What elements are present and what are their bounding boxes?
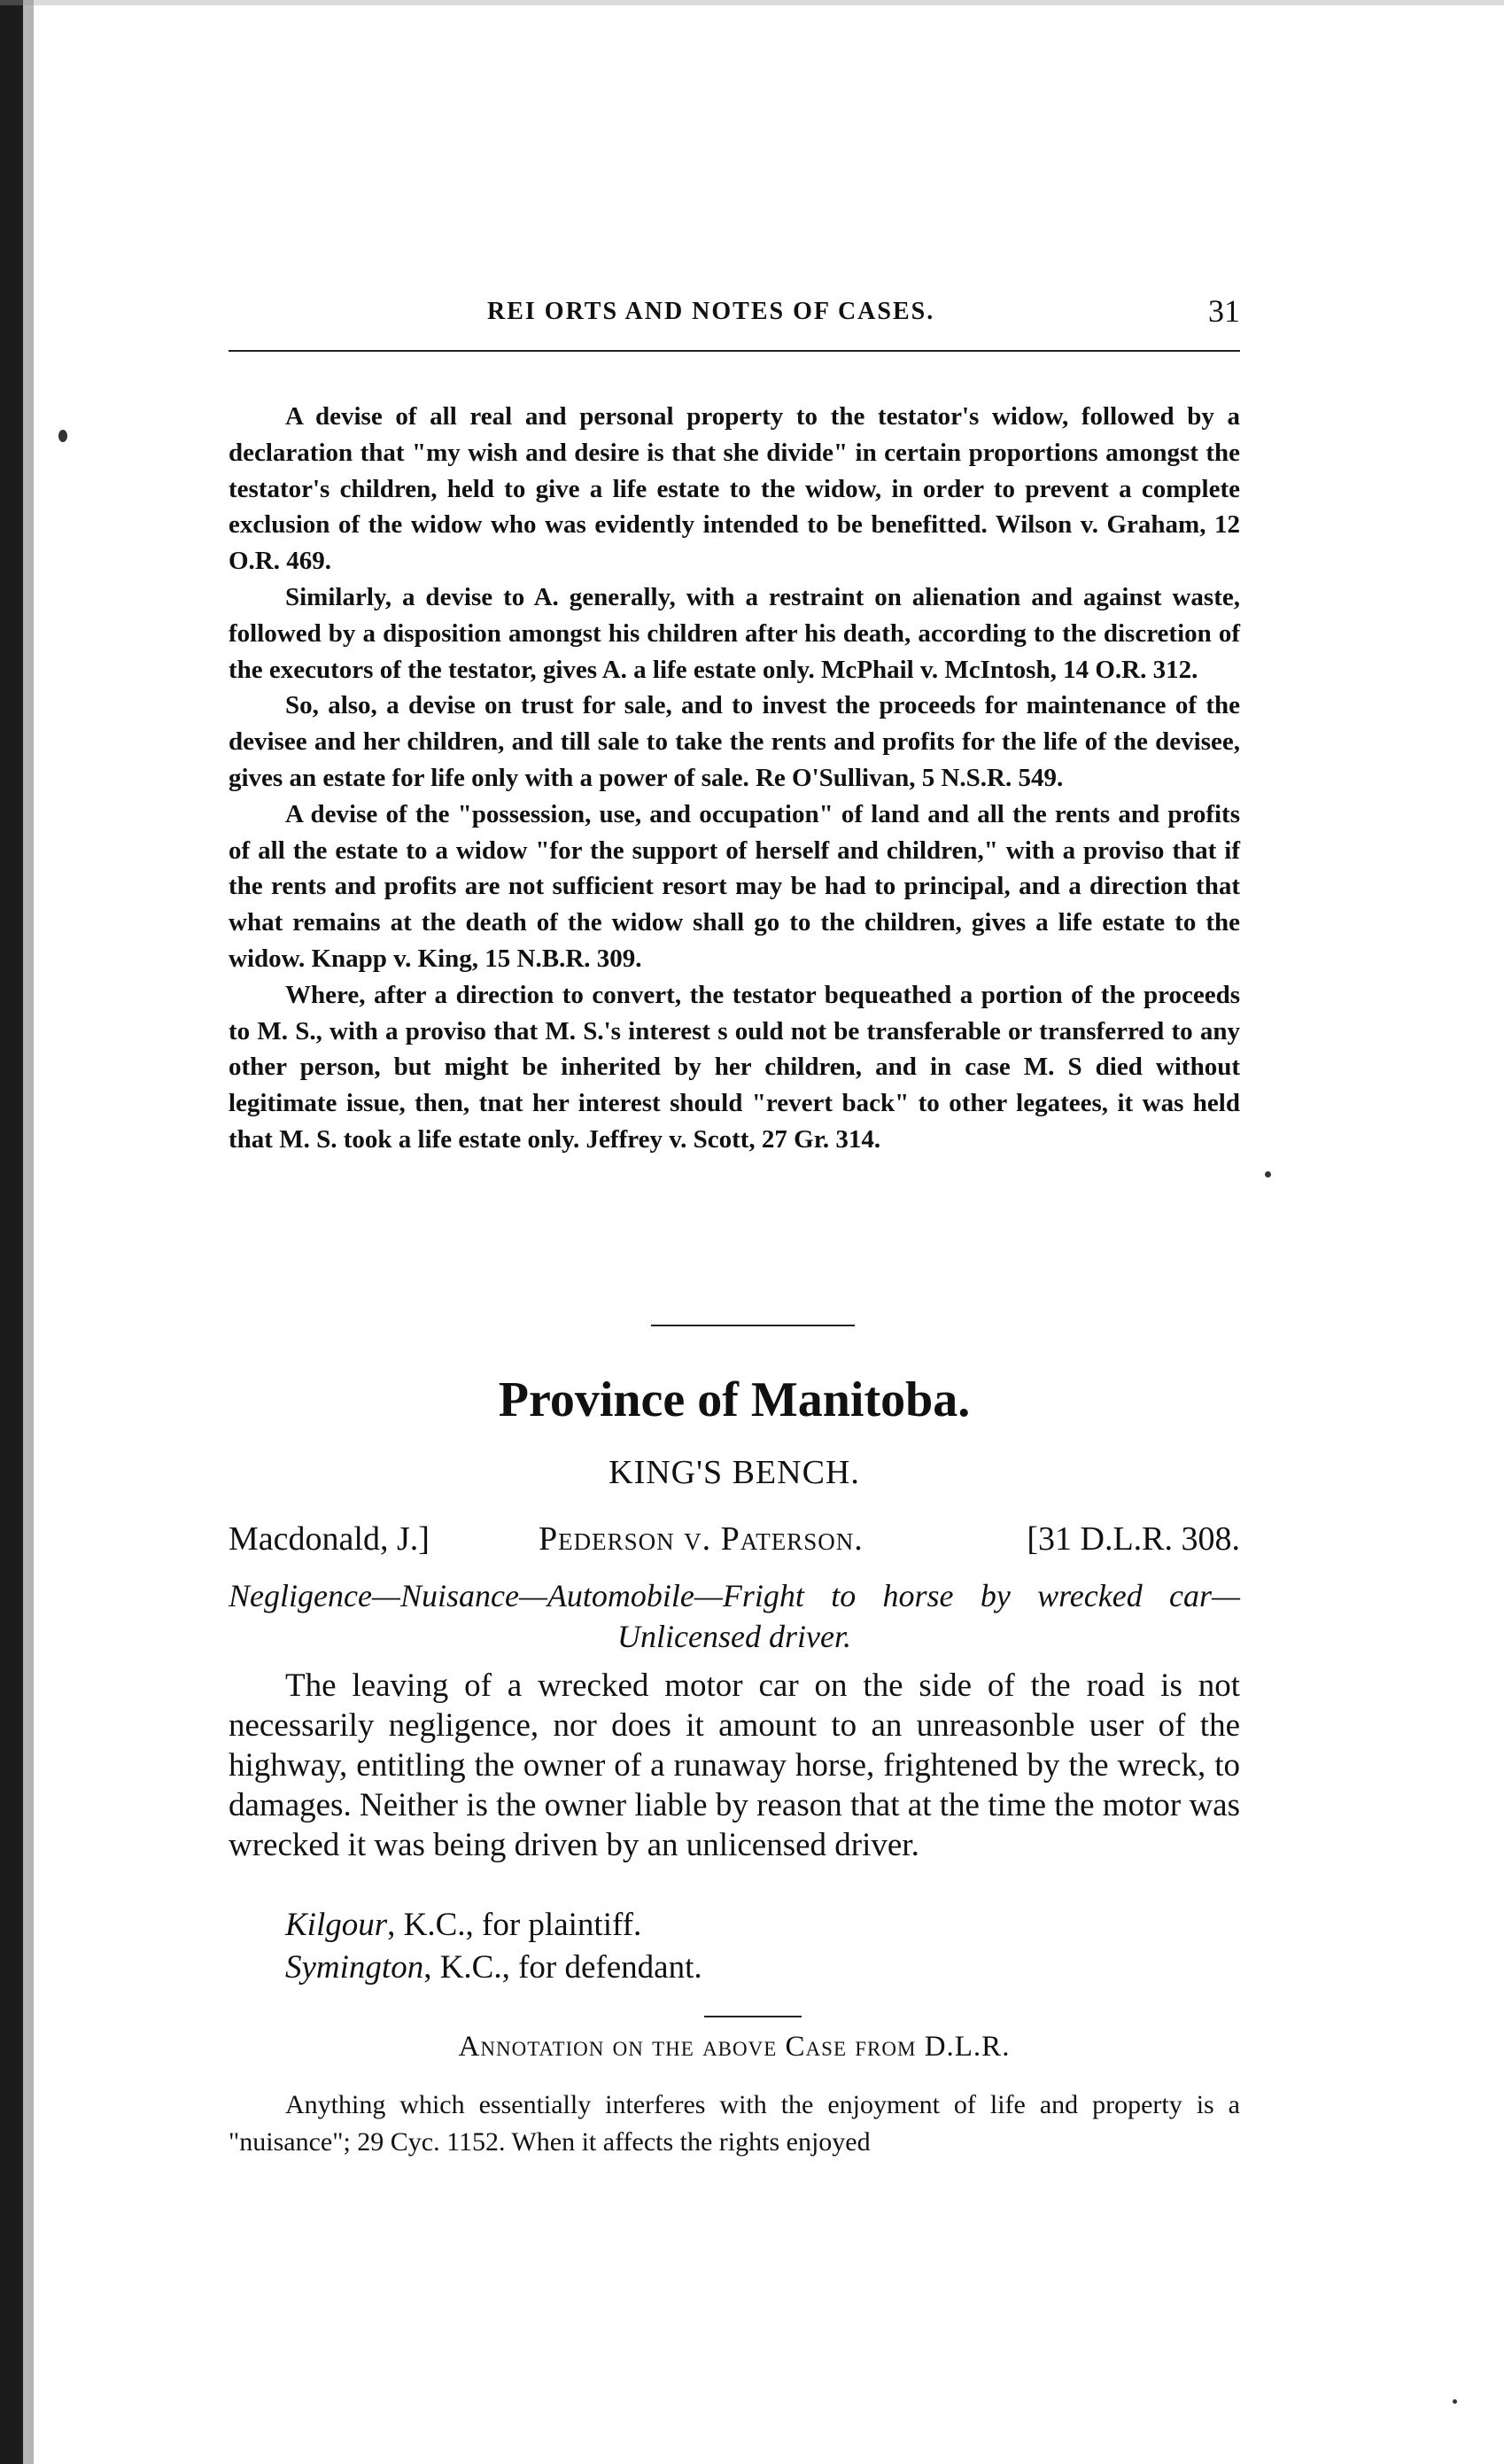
counsel-name: Kilgour [285, 1907, 388, 1943]
province-heading: Province of Manitoba. [498, 1372, 971, 1427]
case-title-line [229, 1520, 1240, 1564]
headnote-paragraph: The leaving of a wrecked motor car on the side of the road is not necessarily negligence, nor does it amount to an unreasonble user of the highway, entitling the owner of a runaway horse, frightened by the wreck, to damages. Neither is the owner liable by reason that at the time the motor was wrecked it was being driven by an unlicensed driver. [229, 1667, 1240, 1863]
case-paragraph: Where, after a direction to convert, the testator bequeathed a portion of the proceeds to M. S., with a proviso that M. S.'s interest s ould not be transferable or transferred to any other person, but might be inherited by her children, and in case M. S died without legitimate issue, then, tnat her interest should "revert back" to other legatees, it was held that M. S. took a life estate only. Jeffrey v. Scott, 27 Gr. 314. [229, 980, 1240, 1154]
counsel-role: , K.C., for plaintiff. [387, 1907, 642, 1943]
running-head [229, 292, 1240, 337]
annotation-body [229, 2087, 1240, 2161]
annotation-heading: Annotation on the above Case from D.L.R. [458, 2031, 1011, 2063]
annotation-paragraph: Anything which essentially interferes with the enjoyment of life and property is a "nuisance"; 29 Cyc. 1152. When it affects the rights enjoyed [229, 2090, 1240, 2157]
page-number: 31 [1208, 293, 1240, 329]
counsel-name: Symington [285, 1949, 424, 1986]
counsel-defendant [285, 1947, 702, 1987]
case-digest [229, 399, 1240, 1158]
header-rule [229, 350, 1240, 352]
counsel-plaintiff [285, 1905, 641, 1945]
case-paragraph: A devise of the "possession, use, and occupation" of land and all the rents and profits of all the estate to a widow "for the support of herself and children," with a proviso that if the rents and profits are not sufficient resort may be had to principal, and a direction that what remains at the death of the widow shall go to the children, gives a life estate to the widow. Knapp v. King, 15 N.B.R. 309. [229, 799, 1240, 973]
running-title: REI ORTS AND NOTES OF CASES. [487, 298, 935, 325]
case-paragraph: A devise of all real and personal property to the testator's widow, followed by a declaration that "my wish and desire is that she divide" in certain proportions amongst the testator's children, held to give a life estate to the widow, in order to prevent a complete exclusion of the widow who was evidently intended to be benefitted. Wilson v. Graham, 12 O.R. 469. [229, 402, 1240, 576]
scan-edge-top [0, 0, 1504, 5]
headnote [229, 1666, 1240, 1865]
annotation-divider [704, 2016, 802, 2017]
scan-edge-left [0, 0, 23, 2464]
counsel-role: , K.C., for defendant. [423, 1949, 702, 1986]
case-paragraph: Similarly, a devise to A. generally, with a restraint on alienation and against waste, followed by a disposition amongst his children after his death, according to the discretion of the executors of the testator, gives A. a life estate only. McPhail v. McIntosh, 14 O.R. 312. [229, 582, 1240, 684]
judge-name: Macdonald, J.] [229, 1520, 430, 1558]
scan-speck [58, 430, 67, 442]
case-parties: Pederson v. Paterson. [539, 1520, 864, 1558]
scan-edge-shadow [23, 0, 34, 2464]
catchwords: Negligence—Nuisance—Automobile—Fright to horse by wrecked car—Unlicensed driver. [229, 1578, 1240, 1654]
case-citation: [31 D.L.R. 308. [1027, 1520, 1240, 1558]
scan-speck [1265, 1171, 1271, 1178]
case-paragraph: So, also, a devise on trust for sale, and to invest the proceeds for maintenance of the devisee and her children, and till sale to take the rents and profits for the life of the devisee, gives an estate for life only with a power of sale. Re O'Sullivan, 5 N.S.R. 549. [229, 691, 1240, 792]
court-heading: KING'S BENCH. [609, 1454, 860, 1491]
section-divider [651, 1325, 855, 1326]
scan-speck [1453, 2399, 1457, 2404]
